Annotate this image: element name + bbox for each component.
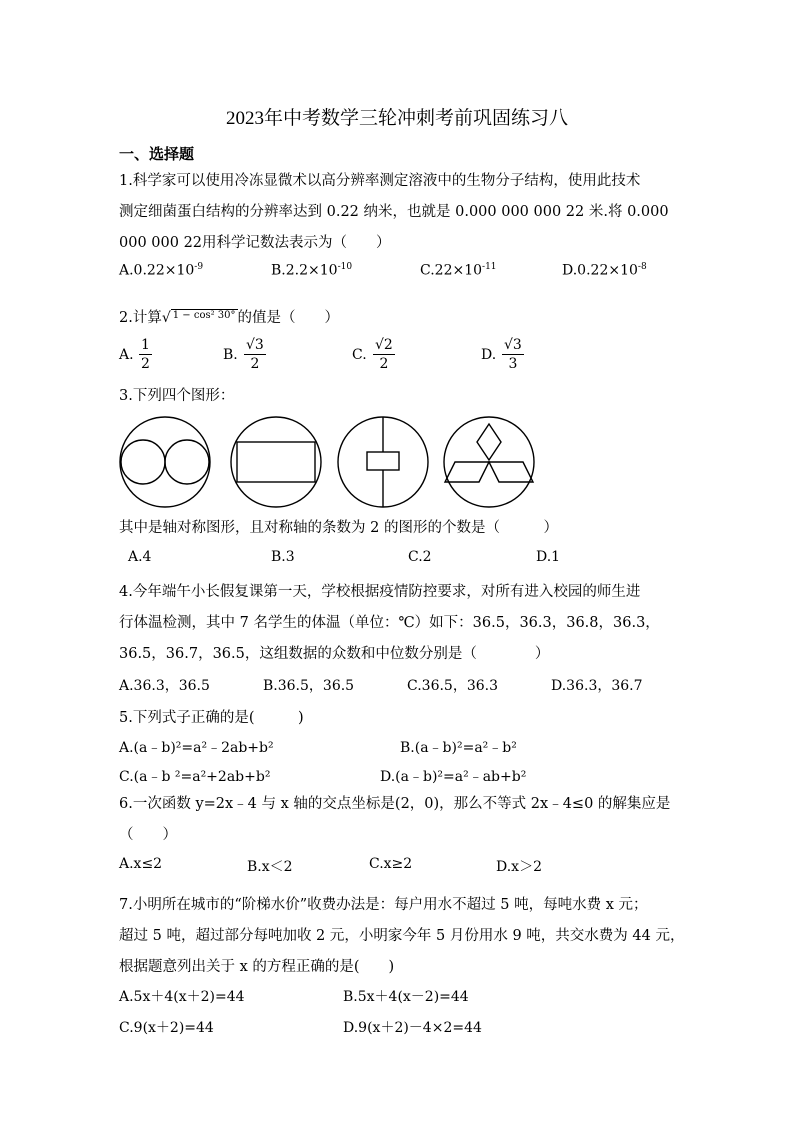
figure-line-and-box	[338, 417, 428, 507]
figure-two-circles	[120, 417, 210, 507]
q3-option-d: D.1	[536, 549, 561, 565]
sqrt-icon: √	[161, 310, 171, 326]
q4-line1: 4.今年端午小长假复课第一天，学校根据疫情防控要求，对所有进入校园的师生进	[119, 584, 641, 600]
q1-option-d: $D.0.22\times 10^{-8}$	[562, 262, 647, 279]
q1-line3: 000 000 22用科学记数法表示为（ ）	[119, 235, 391, 251]
q7-option-c: C.9(x＋2)=44	[119, 1020, 214, 1036]
document-title: 2023年中考数学三轮冲刺考前巩固练习八	[225, 108, 568, 129]
q2-option-d-label: D.	[481, 347, 497, 363]
q3-option-b: B.3	[271, 549, 295, 565]
q4-option-c: C.36.5，36.3	[407, 678, 499, 694]
q3-option-c: C.2	[408, 549, 432, 565]
q3-question: 其中是轴对称图形，且对称轴的条数为 2 的图形的个数是（ ）	[119, 520, 558, 536]
q5-stem: 5.下列式子正确的是( )	[119, 710, 304, 726]
q7-option-b: B.5x＋4(x－2)=44	[343, 989, 469, 1005]
q1-line2: 测定细菌蛋白结构的分辨率达到 0.22 纳米，也就是 0.000 000 000 22 米.将 0.000	[119, 204, 669, 220]
q4-option-d: D.36.3，36.7	[551, 678, 643, 694]
q2-option-c-label: C.	[352, 347, 367, 363]
q3-stem: 3.下列四个图形：	[119, 388, 235, 404]
q7-line2: 超过 5 吨，超过部分每吨加收 2 元，小明家今年 5 月份用水 9 吨，共交水费为 44 元，	[119, 928, 685, 944]
q7-option-a: A.5x＋4(x＋2)=44	[119, 989, 245, 1005]
q2-option-b-fraction: $\frac{√3}{2}$	[246, 337, 264, 372]
q3-option-a: A.4	[128, 549, 152, 565]
q2-option-a-label: A.	[119, 347, 134, 363]
q6-line1: 6.一次函数 y=2x﹣4 与 x 轴的交点坐标是(2，0)，那么不等式 2x﹣4≤0 的解集应是	[119, 796, 671, 812]
q1-option-a: $A.0.22\times 10^{-9}$	[119, 262, 204, 279]
figure-three-rhombuses	[444, 417, 534, 507]
q4-option-b: B.36.5，36.5	[263, 678, 355, 694]
section-heading: 一、选择题	[119, 145, 195, 163]
q5-option-d: D.(a﹣b)²=a²﹣ab+b²	[380, 769, 527, 785]
q2-option-b-label: B.	[223, 347, 238, 363]
q5-option-a: A.(a﹣b)²=a²﹣2ab+b²	[119, 740, 274, 756]
q4-line2: 行体温检测，其中 7 名学生的体温（单位：℃）如下：36.5，36.3，36.8，36.3，	[119, 615, 660, 631]
q2-option-c-fraction: $\frac{√2}{2}$	[375, 337, 393, 372]
q3-figure-group	[119, 412, 539, 512]
figure-rectangle-in-circle	[231, 417, 321, 507]
q6-option-c: C.x≥2	[369, 856, 413, 872]
q4-option-a: A.36.3，36.5	[119, 678, 210, 694]
q1-option-b: $B.2.2\times 10^{-10}$	[271, 262, 353, 279]
q3-figures	[119, 412, 539, 516]
q2-stem: 2.计算√ $^{1 - cos^2 30^\circ}$ 的值是（ ）	[119, 310, 340, 326]
q7-line1: 7.小明所在城市的“阶梯水价”收费办法是：每户用水不超过 5 吨，每吨水费 x 元；	[119, 897, 648, 913]
q2-option-a-fraction: $\frac{1}{2}$	[141, 337, 150, 372]
q7-option-d: D.9(x＋2)－4×2=44	[343, 1020, 482, 1036]
q6-option-b: B.x＜2	[247, 859, 293, 875]
q6-option-a: A.x≤2	[119, 856, 163, 872]
q7-line3: 根据题意列出关于 x 的方程正确的是( )	[119, 959, 395, 975]
q4-line3: 36.5，36.7，36.5，这组数据的众数和中位数分别是（ ）	[119, 646, 550, 662]
q1-option-c: $C.22\times 10^{-11}$	[420, 262, 497, 279]
q6-line2: （ ）	[119, 827, 177, 843]
q2-option-d-fraction: $\frac{√3}{3}$	[504, 337, 522, 372]
q5-option-c: C.(a﹣b ²=a²+2ab+b²	[119, 769, 271, 785]
q1-line1: 1.科学家可以使用冷冻显微术以高分辨率测定溶液中的生物分子结构，使用此技术	[119, 173, 641, 189]
q6-option-d: D.x＞2	[496, 859, 542, 875]
q5-option-b: B.(a﹣b)²=a²﹣b²	[400, 740, 517, 756]
